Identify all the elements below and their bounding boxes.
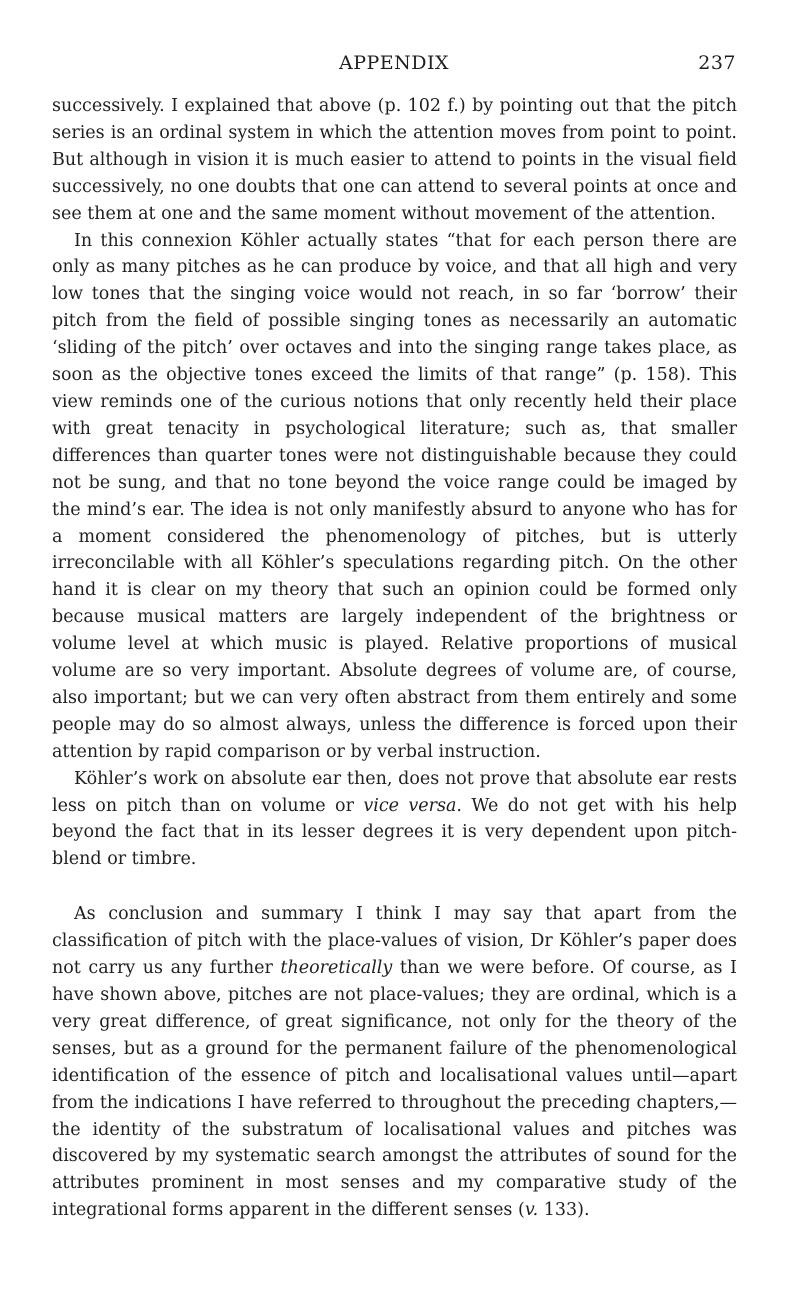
body-text (52, 93, 737, 1224)
paragraph-4-text-b: than we were before. Of course, as I have shown above, pitches are not place-values; they are ordinal, which is a very great difference, of great significance, not only for the theory of the senses, but as a ground for the permanent failure of the phenomenological identification of the essence of pitch and localisational values until—apart from the indications I have referred to throughout the preceding chapters,—the identity of the substratum of localisational values and pitches was discovered by my systematic search amongst the attributes of sound for the attributes prominent in most senses and my comparative study of the integrational forms apparent in the different senses ( (52, 958, 737, 1221)
section-gap (52, 873, 737, 901)
paragraph-4-text-c: 133). (538, 1200, 590, 1221)
paragraph-1: successively. I explained that above (p. 102 f.) by pointing out that the pitch series is an ordinal system in which the attention moves from point to point. But although in vision it is much easier to attend to points in the visual field successively, no one doubts that one can attend to several points at once and see them at one and the same moment without movement of the attention. (52, 96, 737, 224)
paragraph-3-italic: vice versa (363, 795, 457, 816)
paragraph-2: In this connexion Köhler actually states “that for each person there are only as many pitches as he can produce by voice, and that all high and very low tones that the singing voice would not reach, in so far ‘borrow’ their pitch from the field of possible singing tones as necessarily an automatic ‘sliding of the pitch’ over octaves and into the singing range takes place, as soon as the objective tones exceed the limits of that range” (p. 158). This view reminds one of the curious notions that only recently held their place with great tenacity in psychological literature; such as, that smaller differences than quarter tones were not distinguishable because they could not be sung, and that no tone beyond the voice range could be imaged by the mind’s ear. The idea is not only manifestly absurd to anyone who has for a moment considered the phenomenology of pitches, but is utterly irreconcilable with all Köhler’s speculations regarding pitch. On the other hand it is clear on my theory that such an opinion could be formed only because musical matters are largely independent of the brightness or volume level at which music is played. Relative proportions of musical volume are so very important. Absolute degrees of volume are, of course, also important; but we can very often abstract from them entirely and some people may do so almost always, unless the difference is forced upon their attention by rapid comparison or by verbal instruction. (52, 230, 737, 762)
running-head (52, 52, 736, 82)
paragraph-4-italic-ref: v. (524, 1200, 539, 1221)
paragraph-3-text-b: . We do not get with his help beyond the fact that in its lesser degrees it is very dependent upon pitch-blend or timbre. (52, 795, 737, 870)
paragraph-4-italic: theoretically (280, 958, 393, 979)
paragraph-3-text-a: Köhler’s work on absolute ear then, does not prove that absolute ear rests less on pitch than on volume or (52, 768, 737, 816)
paragraph-3 (52, 766, 737, 874)
page-number: 237 (698, 52, 736, 74)
paragraph-4 (52, 901, 737, 1224)
running-title: APPENDIX (338, 52, 450, 74)
paragraph-4-text-a: As conclusion and summary I think I may say that apart from the classification of pitch with the place-values of vision, Dr Köhler’s paper does not carry us any further (52, 904, 737, 979)
